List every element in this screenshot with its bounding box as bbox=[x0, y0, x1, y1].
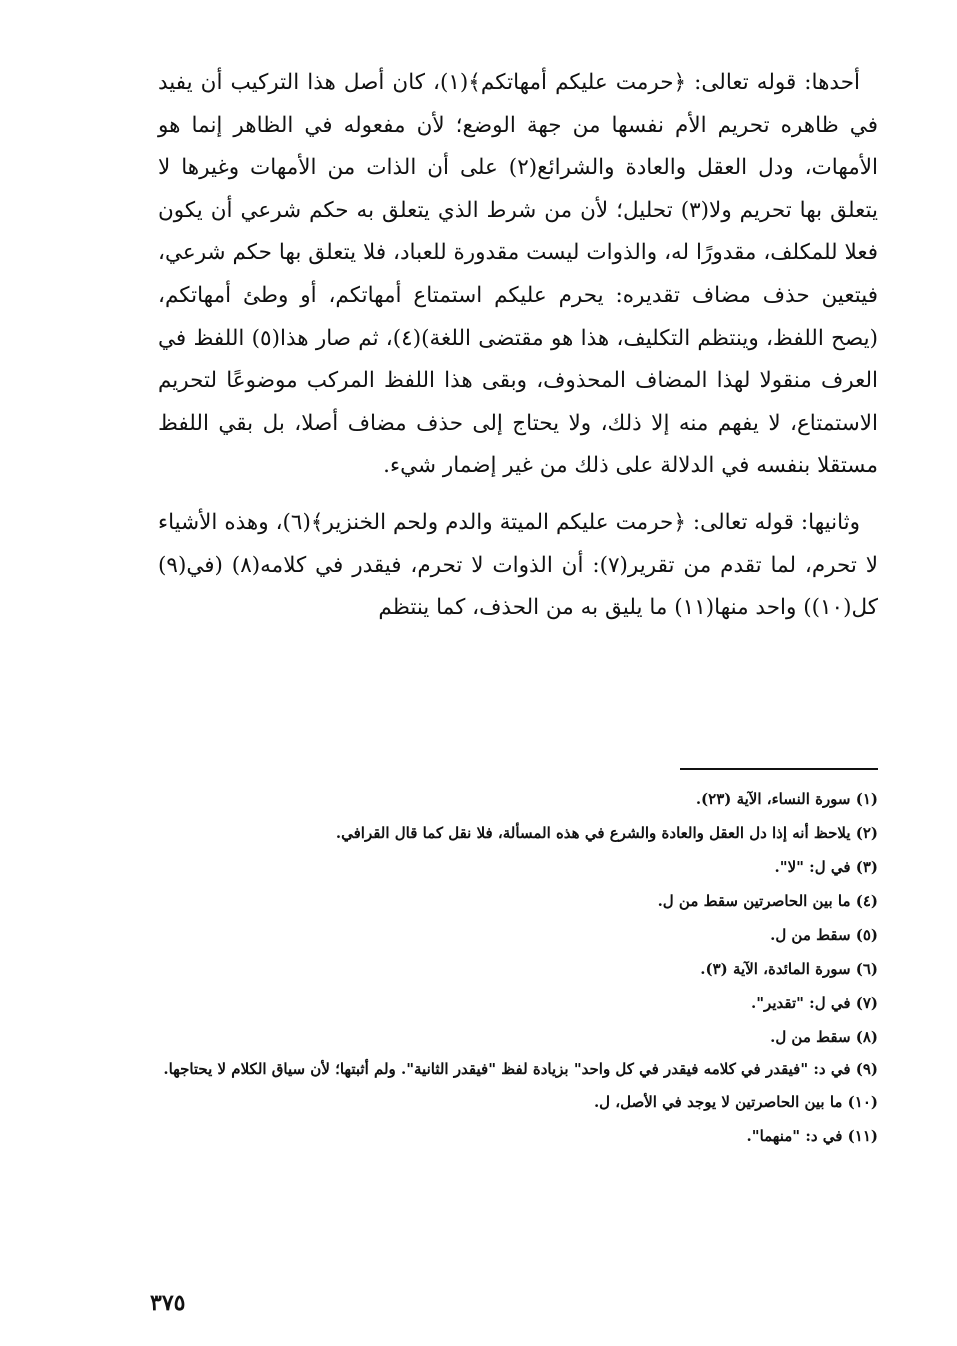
footnote-8: (٨) سقط من ل. bbox=[770, 1028, 878, 1046]
footnote-2: (٢) يلاحظ أنه إذا دل العقل والعادة والشرع في هذه المسألة، فلا نقل كما قال القرافي. bbox=[335, 824, 878, 842]
footnote-7: (٧) في ل: "تقدير". bbox=[751, 994, 878, 1012]
paragraph-first: أحدها: قوله تعالى: ﴿حرمت عليكم أمهاتكم﴾(١)، كان أصل هذا التركيب أن يفيد في ظاهره تحريم الأم نفسها من جهة الوضع؛ لأن مفعوله في الظاهر إنما هو الأمهات، ودل العقل والعادة والشرائع(٢) على أن الذات من الأمهات وغيرها لا يتعلق بها تحريم ولا(٣) تحليل؛ لأن من شرط الذي يتعلق به حكم شرعي أن يكون فعلا للمكلف، مقدورًا له، والذوات ليست مقدورة للعباد، فلا يتعلق بها حكم شرعي، فيتعين حذف مضاف تقديره: يحرم عليكم استمتاع أمهاتكم، أو وطئ أمهاتكم، (يصح اللفظ، وينتظم التكليف، هذا هو مقتضى اللغة)(٤)، ثم صار هذا(٥) اللفظ في العرف منقولا لهذا المضاف المحذوف، وبقى هذا اللفظ المركب موضوعًا لتحريم الاستمتاع، لا يفهم منه إلا ذلك، ولا يحتاج إلى حذف مضاف أصلا، بل بقي اللفظ مستقلا بنفسه في الدلالة على ذلك من غير إضمار شيء. bbox=[158, 70, 879, 479]
footnote-10: (١٠) ما بين الحاصرتين لا يوجد في الأصل، ل. bbox=[593, 1093, 878, 1111]
footnote-9: (٩) في د: "فيقدر في كلامه فيقدر في كل واحد" بزيادة لفظ "فيقدر الثانية". ولم أثبتها؛ لأن سياق الكلام لا يحتاجها. bbox=[163, 1060, 878, 1078]
footnote-divider bbox=[680, 768, 878, 770]
footnotes bbox=[148, 782, 878, 1153]
footnote-11: (١١) في د: "منهما". bbox=[746, 1127, 878, 1145]
paragraph-second: وثانيها: قوله تعالى: ﴿حرمت عليكم الميتة والدم ولحم الخنزير﴾(٦)، وهذه الأشياء لا تحرم، لما تقدم من تقرير(٧): أن الذوات لا تحرم، فيقدر في كلامه(٨) (في(٩) كل(١٠)) واحد منها(١١) ما يليق به من الحذف، كما ينتظم bbox=[158, 509, 878, 621]
book-page-body bbox=[158, 62, 878, 630]
footnote-3: (٣) في ل: "لا". bbox=[774, 858, 878, 876]
footnote-6: (٦) سورة المائدة، الآية (٣). bbox=[700, 960, 878, 978]
page-number: ٣٧٥ bbox=[150, 1290, 186, 1316]
footnote-1: (١) سورة النساء، الآية (٢٣). bbox=[695, 790, 878, 808]
footnote-4: (٤) ما بين الحاصرتين سقط من ل. bbox=[657, 892, 878, 910]
footnote-5: (٥) سقط من ل. bbox=[770, 926, 878, 944]
main-text bbox=[158, 62, 878, 630]
